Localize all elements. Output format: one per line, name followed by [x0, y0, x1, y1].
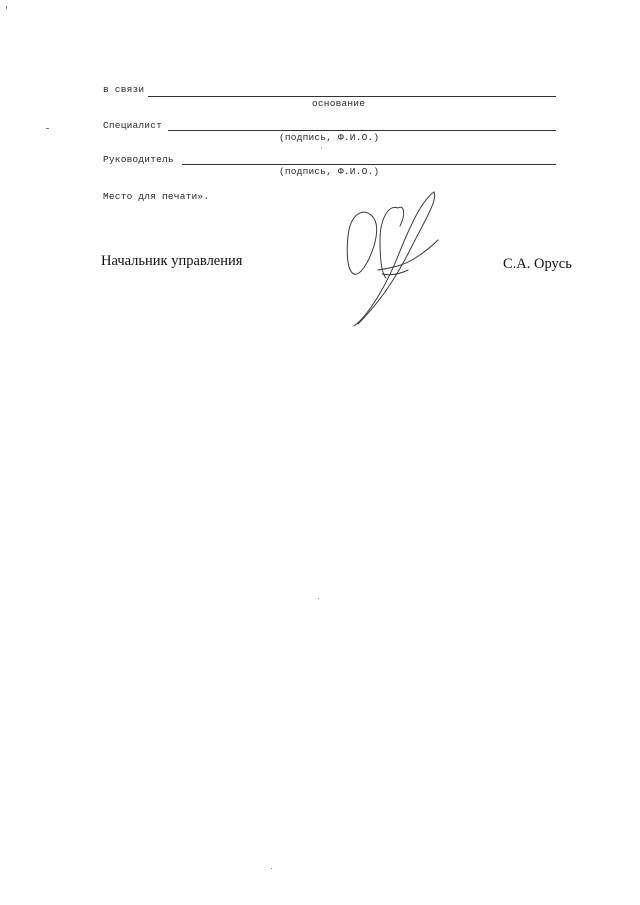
reason-label: в связи: [103, 84, 145, 95]
scan-speck: [6, 6, 7, 9]
specialist-line: [168, 130, 556, 131]
scan-speck: [46, 128, 49, 129]
handwritten-signature: [338, 186, 448, 330]
specialist-label: Специалист: [103, 120, 163, 131]
head-line: [182, 164, 556, 165]
scan-speck: [271, 868, 272, 869]
head-label: Руководитель: [103, 154, 174, 165]
seal-place-text: Место для печати».: [103, 191, 210, 202]
scan-speck: [318, 598, 319, 599]
signer-name: С.А. Орусь: [503, 256, 572, 272]
reason-line: [148, 96, 556, 97]
specialist-caption: (подпись, Ф.И.О.): [279, 132, 380, 143]
position-title: Начальник управления: [101, 253, 243, 269]
head-caption: (подпись, Ф.И.О.): [279, 166, 380, 177]
reason-caption: основание: [312, 98, 366, 109]
scan-speck: [321, 147, 322, 148]
